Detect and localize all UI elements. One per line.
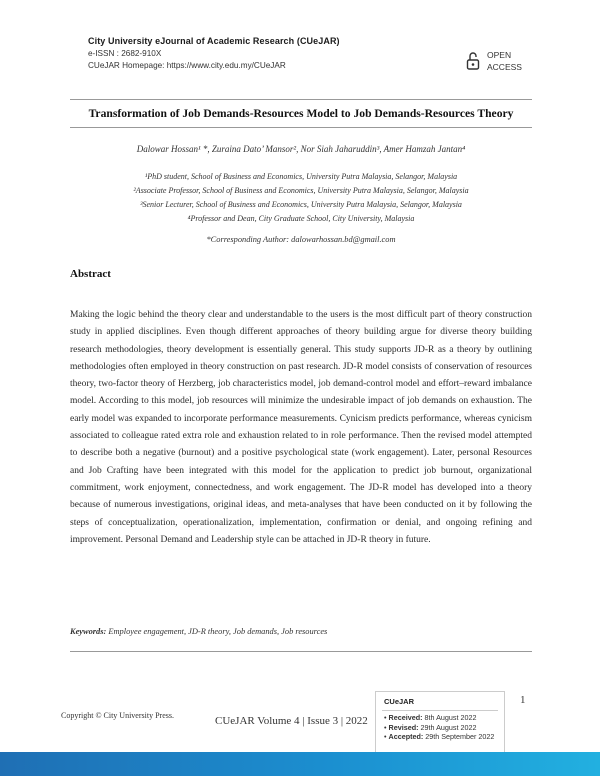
open-lock-icon bbox=[466, 51, 480, 71]
dates-box-title: CUeJAR bbox=[384, 697, 415, 706]
corresponding-author: *Corresponding Author: dalowarhossan.bd@gmail.com bbox=[206, 235, 396, 244]
keywords-label: Keywords: bbox=[70, 627, 107, 636]
keywords-rule bbox=[70, 651, 532, 652]
affiliation-3: ³Senior Lecturer, School of Business and Economics, University Putra Malaysia, Selangor, Malaysia bbox=[140, 200, 462, 209]
affiliation-4: ⁴Professor and Dean, City Graduate School, City University, Malaysia bbox=[187, 214, 415, 223]
abstract-heading: Abstract bbox=[70, 268, 111, 280]
affiliations bbox=[70, 170, 532, 226]
dates-box-divider bbox=[382, 710, 498, 711]
open-access-line2: ACCESS bbox=[487, 62, 522, 72]
dates-box bbox=[375, 691, 505, 753]
journal-name: City University eJournal of Academic Research (CUeJAR) bbox=[88, 36, 340, 46]
copyright: Copyright © City University Press. bbox=[61, 711, 174, 720]
keywords-list: Employee engagement, JD-R theory, Job demands, Job resources bbox=[108, 627, 328, 636]
author-list: Dalowar Hossan¹ *, Zuraina Dato’ Mansor², Nor Siah Jaharuddin³, Amer Hamzah Jantan⁴ bbox=[136, 144, 466, 154]
paper-title: Transformation of Job Demands-Resources Model to Job Demands-Resources Theory bbox=[88, 107, 514, 120]
page-number: 1 bbox=[520, 694, 526, 706]
journal-homepage[interactable]: CUeJAR Homepage: https://www.city.edu.my/CUeJAR bbox=[88, 61, 286, 70]
revised-date: • Revised: 29th August 2022 bbox=[384, 722, 477, 732]
journal-header bbox=[88, 36, 340, 70]
title-rule-top bbox=[70, 99, 532, 100]
footer-color-bar bbox=[0, 752, 600, 776]
accepted-date: • Accepted: 29th September 2022 bbox=[384, 732, 495, 741]
open-access-badge bbox=[466, 49, 522, 73]
abstract-body: Making the logic behind the theory clear and understandable to the users is the most difficult part of theory construction study in applied disciplines. Even though different approaches of theory building argue for diverse theory building research methodologies, theory development is essentially general. This study supports JD-R as a theory by outlining methodologies often employed in theory construction on past research. JD-R model consists of conservation of resources theory, two-factor theory of Herzberg, job characteristics model, job demand-control model and effort–reward imbalance model. According to this model, job resources will minimize the undesirable impact of job demands on exhaustion. The early model was expanded to incorporate performance measurements. Cynicism predicts performance, whereas cynicism associated to colleague rated extra role and exhaustion related to in role performance. Then the revised model attempted to describe both a negative (burnout) and a positive psychological state (work engagement). Later, personal Resources and Job Crafting have been integrated with this model for the application to predict job burnout, organizational commitment, work enjoyment, connectedness, and work engagement. The JD-R model has developed into a theory because of numerous investigations, original ideas, and meta-analyses that have been conducted on it by following the steps of conceptualization, operationalization, implementation, confirmation or denial, and ongoing refining and improvement. Personal Demand and Leadership style can be attached in JD-R theory in future. bbox=[70, 310, 532, 545]
title-rule-bottom bbox=[70, 127, 532, 128]
affiliation-2: ²Associate Professor, School of Business and Economics, University Putra Malaysia, Selangor, Malaysia bbox=[133, 186, 469, 195]
open-access-line1: OPEN bbox=[487, 50, 512, 60]
volume-issue: CUeJAR Volume 4 | Issue 3 | 2022 bbox=[215, 715, 368, 727]
keywords bbox=[70, 627, 327, 636]
eissn: e-ISSN : 2682-910X bbox=[88, 49, 162, 58]
affiliation-1: ¹PhD student, School of Business and Economics, University Putra Malaysia, Selangor, Malaysia bbox=[144, 172, 458, 181]
received-date: • Received: 8th August 2022 bbox=[384, 713, 477, 722]
dates-list bbox=[376, 713, 504, 742]
